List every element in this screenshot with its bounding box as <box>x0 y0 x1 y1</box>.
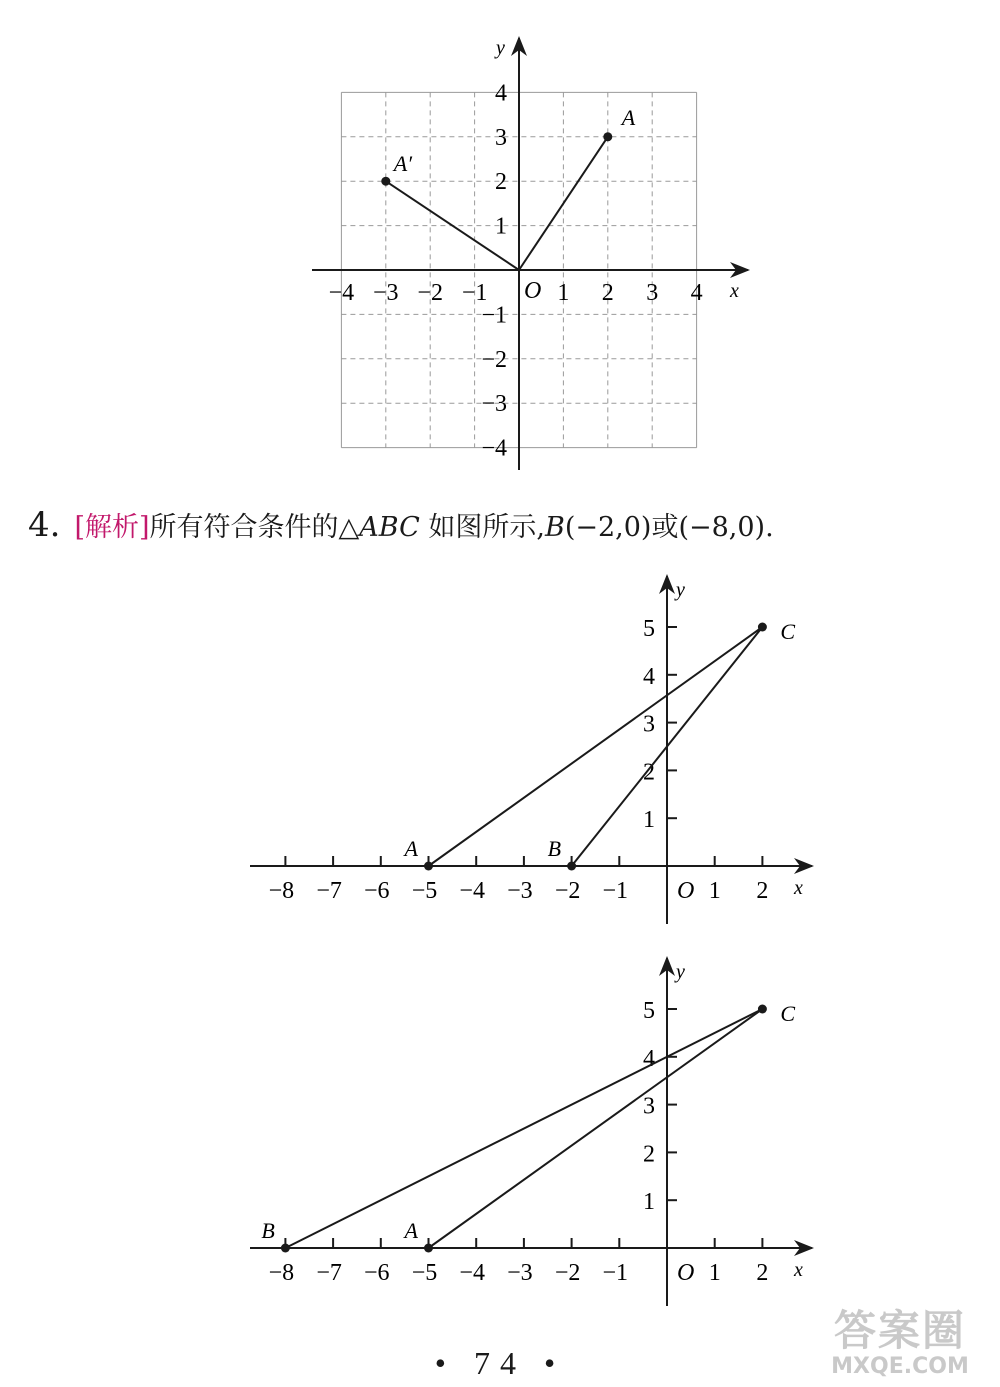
watermark-line1: 答案圈 <box>833 1306 966 1355</box>
y-tick-label: 1 <box>643 807 655 834</box>
x-tick-label: −6 <box>364 1260 390 1286</box>
point-A <box>424 862 433 871</box>
x-tick-label: 1 <box>708 878 721 904</box>
segment-B-C <box>285 1009 762 1248</box>
y-axis-label: y <box>496 37 505 59</box>
point-label-B: B <box>261 1218 275 1243</box>
point-label-B: B <box>547 836 562 861</box>
x-tick-label: 1 <box>557 280 570 306</box>
figure-1-rotation <box>312 37 748 470</box>
solution-text-3: (−2,0)或(−8,0). <box>564 512 774 543</box>
point-A <box>603 132 612 141</box>
origin-label: O <box>677 1260 695 1286</box>
x-tick-label: −8 <box>268 1260 295 1286</box>
x-axis-label: x <box>730 280 739 302</box>
y-axis-label: y <box>676 961 685 983</box>
point-b-label: B <box>544 512 565 543</box>
x-tick-label: 4 <box>690 280 703 306</box>
x-tick-label: −4 <box>459 878 485 904</box>
triangle-name: ABC <box>359 512 420 543</box>
x-tick-label: −5 <box>411 1260 438 1286</box>
x-tick-label: −2 <box>554 878 581 904</box>
x-tick-label: −1 <box>461 280 488 306</box>
x-tick-label: −3 <box>507 878 533 904</box>
y-tick-label: 2 <box>643 759 655 786</box>
point-B <box>567 862 576 871</box>
solution-text-2: 如图所示, <box>419 512 545 543</box>
y-axis-label: y <box>676 579 685 601</box>
x-tick-label: −8 <box>268 878 295 904</box>
point-label-A: A <box>621 104 636 130</box>
y-tick-label: −4 <box>481 435 507 462</box>
figure-2-triangle-b-minus-2 <box>250 576 812 924</box>
y-tick-label: 2 <box>643 1141 655 1168</box>
y-tick-label: 2 <box>495 169 507 196</box>
x-tick-label: 2 <box>756 1260 769 1286</box>
y-tick-label: −3 <box>481 391 507 418</box>
y-tick-label: 4 <box>643 663 655 690</box>
segment-A-C <box>429 1009 763 1248</box>
x-tick-label: 3 <box>646 280 659 306</box>
question-number: 4. <box>28 505 61 545</box>
solution-text-1: 所有符合条件的△ <box>149 512 360 543</box>
figure-3-triangle-b-minus-8 <box>250 958 812 1306</box>
y-tick-label: 3 <box>643 711 655 738</box>
y-tick-label: 1 <box>643 1189 655 1216</box>
origin-label: O <box>677 878 695 904</box>
point-label-A: A <box>404 1218 418 1243</box>
x-tick-label: −3 <box>507 1260 533 1286</box>
y-tick-label: −2 <box>481 346 507 373</box>
x-tick-label: 1 <box>708 1260 721 1286</box>
y-tick-label: −1 <box>481 302 507 329</box>
x-axis-label: x <box>794 1259 803 1281</box>
point-A-prime <box>381 177 390 186</box>
x-tick-label: −7 <box>316 878 342 904</box>
x-tick-label: −5 <box>411 878 438 904</box>
x-tick-label: −7 <box>316 1260 342 1286</box>
y-tick-label: 5 <box>643 998 655 1024</box>
x-tick-label: −1 <box>602 878 629 904</box>
x-tick-label: 2 <box>601 280 614 306</box>
y-tick-label: 3 <box>495 124 507 151</box>
point-A <box>424 1244 433 1253</box>
origin-label: O <box>524 278 542 304</box>
segment-A-C <box>429 627 763 866</box>
x-tick-label: −4 <box>328 280 355 306</box>
page-number: • 74 • <box>434 1345 566 1381</box>
point-C <box>758 1005 767 1014</box>
watermark-logo <box>800 1298 1000 1379</box>
x-axis-label: x <box>794 877 803 899</box>
point-B <box>281 1244 290 1253</box>
solution-line <box>28 505 774 545</box>
watermark-line2: MXQE.COM <box>831 1354 969 1379</box>
point-label-C: C <box>780 1001 796 1026</box>
point-label-C: C <box>780 619 796 644</box>
x-tick-label: −1 <box>602 1260 629 1286</box>
y-tick-label: 4 <box>495 80 507 107</box>
point-label-A-prime: A′ <box>393 151 413 177</box>
y-tick-label: 5 <box>643 616 655 642</box>
x-tick-label: −2 <box>554 1260 581 1286</box>
x-tick-label: −3 <box>373 280 399 306</box>
y-tick-label: 3 <box>643 1093 655 1120</box>
analysis-tag: [解析] <box>74 512 150 543</box>
point-label-A: A <box>404 836 418 861</box>
point-C <box>758 623 767 632</box>
y-tick-label: 4 <box>643 1045 655 1072</box>
x-tick-label: 2 <box>756 878 769 904</box>
x-tick-label: −2 <box>417 280 443 306</box>
x-tick-label: −6 <box>364 878 390 904</box>
x-tick-label: −4 <box>459 1260 485 1286</box>
y-tick-label: 1 <box>495 213 507 240</box>
